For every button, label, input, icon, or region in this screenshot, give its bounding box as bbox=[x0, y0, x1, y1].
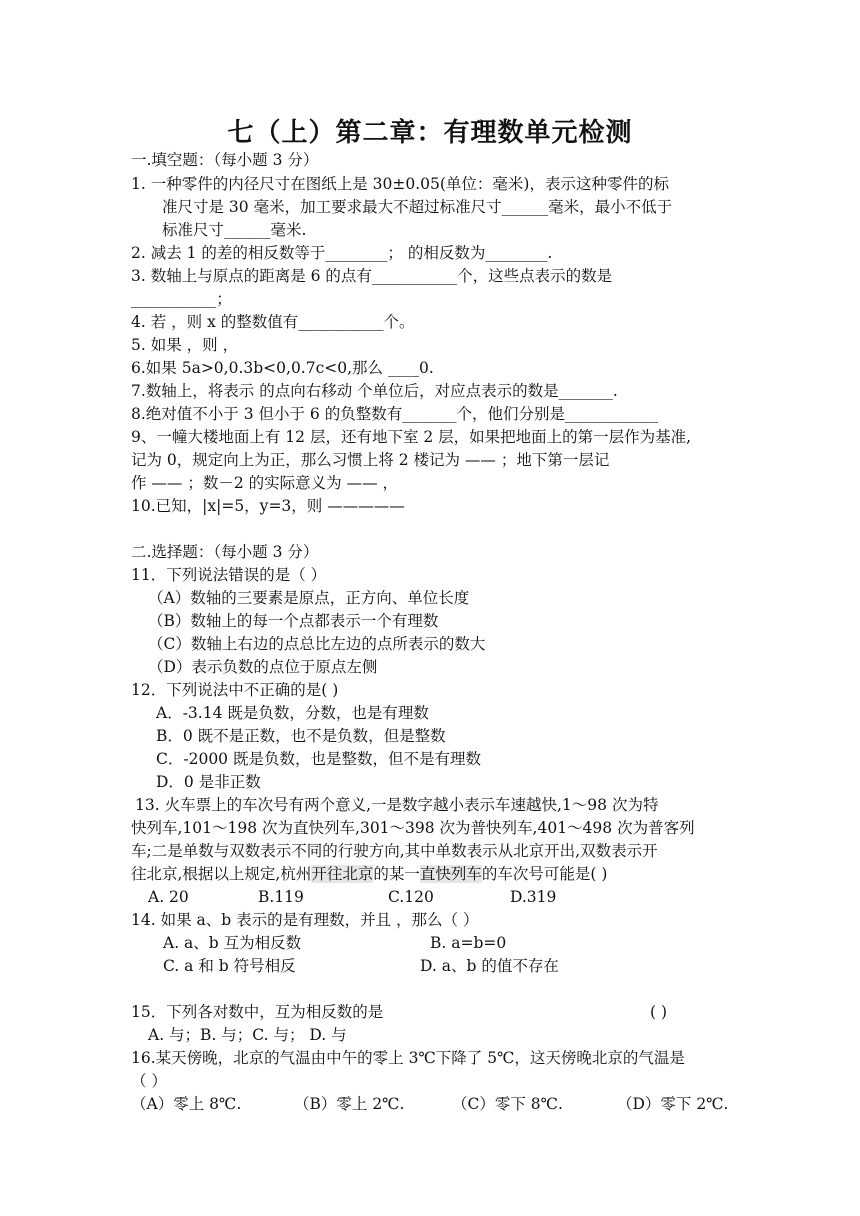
page-title: 七（上）第二章：有理数单元检测 bbox=[227, 118, 633, 148]
q16-option-d: （D）零下 2℃. bbox=[617, 1095, 729, 1113]
q1-line1: 1. 一种零件的内径尺寸在图纸上是 30±0.05(单位：毫米)，表示这种零件的标 bbox=[131, 175, 669, 193]
q14-option-a: A. a、b 互为相反数 bbox=[163, 934, 302, 952]
q12-option-d: D．0 是非正数 bbox=[156, 773, 261, 791]
q16-answer-paren: （ ） bbox=[131, 1072, 167, 1090]
q4-line: 4. 若 ，则 x 的整数值有___________个。 bbox=[131, 313, 415, 331]
q11-option-d: （D）表示负数的点位于原点左侧 bbox=[148, 658, 378, 676]
q14-option-d: D. a、b 的值不存在 bbox=[420, 957, 559, 975]
q13-highlight-beijing: 开往北京 bbox=[311, 865, 374, 883]
q13-line4 bbox=[131, 864, 607, 884]
q12-option-a: A．-3.14 既是负数，分数，也是有理数 bbox=[156, 704, 429, 722]
q13-option-b: B.119 bbox=[258, 888, 304, 906]
q12-option-c: C．-2000 既是负数，也是整数，但不是有理数 bbox=[156, 750, 481, 768]
q13-highlight-express: 直快列车 bbox=[419, 865, 482, 883]
q11-stem: 11．下列说法错误的是（ ） bbox=[131, 566, 327, 584]
q13-option-c: C.120 bbox=[388, 888, 434, 906]
q1-line2: 准尺寸是 30 毫米，加工要求最大不超过标准尺寸______毫米，最小不低于 bbox=[162, 198, 673, 216]
q13-line2: 快列车,101～198 次为直快列车,301～398 次为普快列车,401～498 次为普客列 bbox=[131, 819, 695, 837]
q16-option-a: （A）零上 8℃. bbox=[131, 1095, 242, 1113]
q1-line3: 标准尺寸______毫米. bbox=[162, 221, 307, 239]
q9-line1: 9、一幢大楼地面上有 12 层，还有地下室 2 层，如果把地面上的第一层作为基准, bbox=[131, 428, 692, 446]
q11-option-c: （C）数轴上右边的点总比左边的点所表示的数大 bbox=[148, 635, 486, 653]
q15-stem: 15．下列各对数中，互为相反数的是 bbox=[131, 1003, 384, 1021]
section2-heading: 二.选择题：（每小题 3 分） bbox=[131, 543, 319, 561]
q16-option-b: （B）零上 2℃. bbox=[294, 1095, 405, 1113]
q13-line1: 13. 火车票上的车次号有两个意义,一是数字越小表示车速越快,1～98 次为特 bbox=[135, 796, 659, 814]
q15-answer-paren: ( ) bbox=[650, 1003, 668, 1021]
q12-stem: 12．下列说法中不正确的是( ) bbox=[131, 681, 339, 699]
q13-line4-mid: 的某一 bbox=[373, 865, 420, 883]
q11-option-b: （B）数轴上的每一个点都表示一个有理数 bbox=[148, 612, 439, 630]
q15-options: A. 与；B. 与；C. 与； D. 与 bbox=[148, 1026, 347, 1044]
q13-line3: 车;二是单数与双数表示不同的行驶方向,其中单数表示从北京开出,双数表示开 bbox=[131, 842, 658, 860]
q14-stem: 14. 如果 a、b 表示的是有理数，并且 ，那么（ ） bbox=[131, 911, 479, 929]
q11-option-a: （A）数轴的三要素是原点，正方向、单位长度 bbox=[148, 589, 470, 607]
q13-option-d: D.319 bbox=[510, 888, 557, 906]
q13-line4-pre: 往北京,根据以上规定,杭州 bbox=[131, 865, 312, 883]
q16-option-c: （C）零下 8℃. bbox=[452, 1095, 563, 1113]
q13-option-a: A. 20 bbox=[148, 888, 189, 906]
q16-stem: 16.某天傍晚，北京的气温由中午的零上 3℃下降了 5℃，这天傍晚北京的气温是 bbox=[131, 1049, 685, 1067]
q12-option-b: B．0 既不是正数，也不是负数，但是整数 bbox=[156, 727, 446, 745]
q9-line3: 作 —— ；数－2 的实际意义为 —— ， bbox=[131, 474, 398, 492]
section1-heading: 一.填空题：（每小题 3 分） bbox=[131, 151, 319, 169]
q10-line: 10.已知，|x|=5，y=3，则 ————— bbox=[131, 497, 405, 515]
q14-option-b: B. a=b=0 bbox=[430, 934, 507, 952]
q5-line: 5. 如果 ，则 ， bbox=[131, 336, 239, 354]
q2-line: 2. 减去 1 的差的相反数等于________； 的相反数为________. bbox=[131, 244, 553, 262]
q13-line4-post: 的车次号可能是( ) bbox=[481, 865, 608, 883]
q7-line: 7.数轴上，将表示 的点向右移动 个单位后，对应点表示的数是_______. bbox=[131, 382, 618, 400]
q14-option-c: C. a 和 b 符号相反 bbox=[163, 957, 296, 975]
q3-line2: ___________； bbox=[131, 290, 232, 308]
q6-line: 6.如果 5a>0,0.3b<0,0.7c<0,那么 ____0. bbox=[131, 359, 434, 377]
q9-line2: 记为 0，规定向上为正，那么习惯上将 2 楼记为 —— ；地下第一层记 bbox=[131, 451, 610, 469]
q3-line1: 3. 数轴上与原点的距离是 6 的点有___________个，这些点表示的数是 bbox=[131, 267, 613, 285]
q8-line: 8.绝对值不小于 3 但小于 6 的负整数有_______个，他们分别是____________ bbox=[131, 405, 658, 423]
